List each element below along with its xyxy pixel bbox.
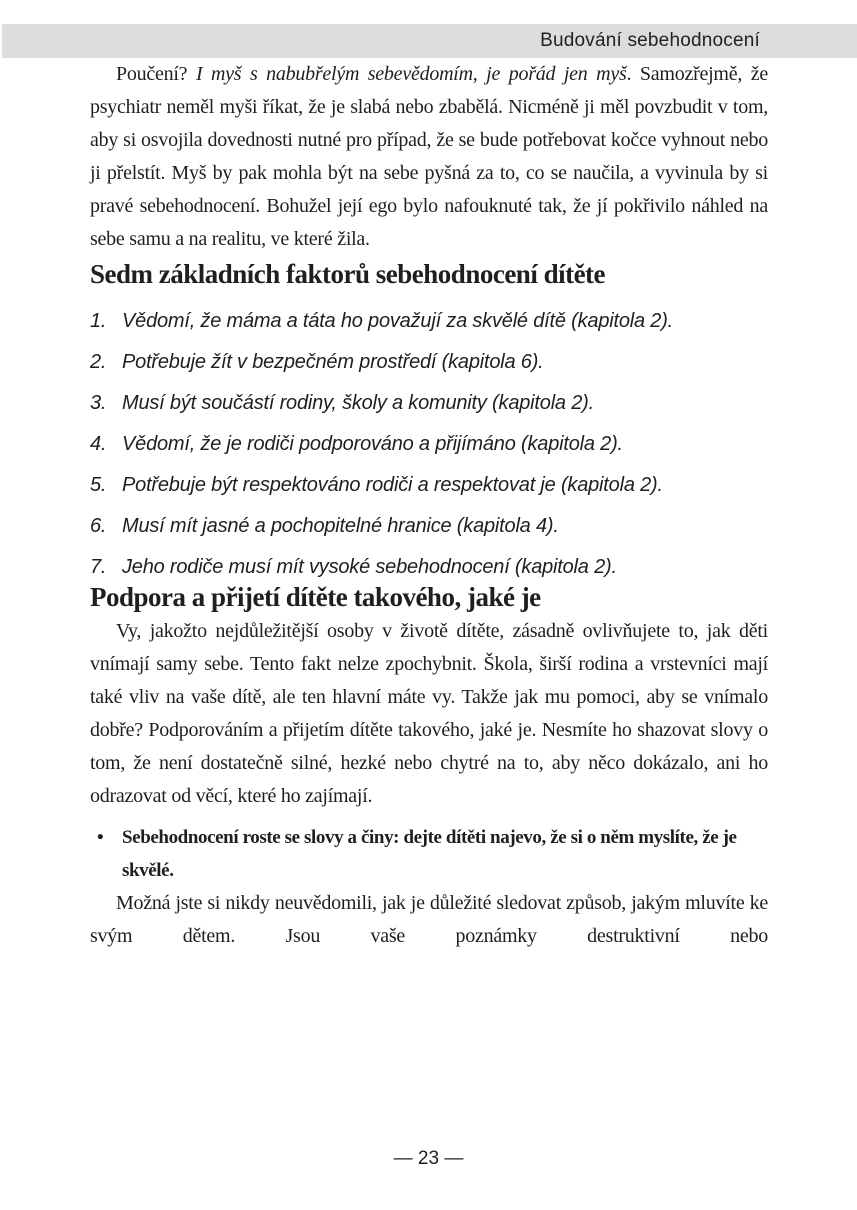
list-item-text: Musí být součástí rodiny, školy a komunity (kapitola 2). [122, 392, 594, 414]
list-item [90, 473, 768, 497]
list-item [90, 309, 768, 333]
support-paragraph: Vy, jakožto nejdůležitější osoby v životě dítěte, zásadně ovlivňujete to, jak děti vnímají samy sebe. Tento fakt nelze zpochybnit. Škola, širší rodina a vrstevníci mají také vliv na vaše dítě, ale ten hlavní máte vy. Takže jak mu pomoci, aby se vnímalo dobře? Podporováním a přijetím dítěte takového, jaké je. Nesmíte ho shazovat slovy o tom, že není dostatečně silné, hezké nebo chytré na to, aby něco dokázalo, ani ho odrazovat od věcí, které ho zajímají. [90, 620, 768, 807]
list-item-number: 4. [90, 433, 107, 455]
list-item-text: Potřebuje být respektováno rodiči a respektovat je (kapitola 2). [122, 474, 663, 496]
list-item [90, 432, 768, 456]
running-header-bar [2, 24, 857, 58]
list-item [90, 514, 768, 538]
list-item [90, 391, 768, 415]
final-paragraph: Možná jste si nikdy neuvědomili, jak je důležité sledovat způsob, jakým mluvíte ke svým dětem. Jsou vaše poznámky destruktivní nebo [90, 892, 768, 947]
intro-paragraph [90, 58, 768, 256]
list-item-number: 6. [90, 515, 107, 537]
intro-rest: . Samozřejmě, že psychiatr neměl myši říkat, že je slabá nebo zbabělá. Nicméně ji měl povzbudit v tom, aby si osvojila dovednosti nutné pro případ, že se bude potřebovat kočce vyhnout nebo ji přelstít. Myš by pak mohla být na sebe pyšná za to, co se naučila, a vyvinula by si pravé sebehodnocení. Bohužel její ego bylo nafouknuté tak, že jí pokřivilo náhled na sebe samu a na realitu, ve které žila. [90, 63, 768, 250]
intro-lead: Poučení? [116, 63, 196, 85]
list-item-text: Potřebuje žít v bezpečném prostředí (kapitola 6). [122, 351, 544, 373]
list-item-number: 1. [90, 310, 107, 332]
list-item-text: Vědomí, že máma a táta ho považují za skvělé dítě (kapitola 2). [122, 310, 674, 332]
list-item-number: 5. [90, 474, 107, 496]
bullet-text: Sebehodnocení roste se slovy a činy: dejte dítěti najevo, že si o něm myslíte, že je skvělé. [122, 827, 737, 881]
list-item-number: 2. [90, 351, 107, 373]
list-item-text: Vědomí, že je rodiči podporováno a přijímáno (kapitola 2). [122, 433, 623, 455]
bullet-icon: • [97, 827, 104, 848]
page-number: — 23 — [393, 1148, 464, 1169]
list-item-number: 7. [90, 556, 107, 578]
list-item-text: Jeho rodiče musí mít vysoké sebehodnocení (kapitola 2). [122, 556, 617, 578]
factor-list [90, 309, 768, 579]
page-footer [0, 1148, 857, 1170]
section-heading-support: Podpora a přijetí dítěte takového, jaké je [90, 582, 541, 612]
list-item-text: Musí mít jasné a pochopitelné hranice (kapitola 4). [122, 515, 559, 537]
list-item [90, 555, 768, 579]
list-item-number: 3. [90, 392, 107, 414]
page-content [90, 58, 768, 953]
list-item [90, 350, 768, 374]
section-heading-factors: Sedm základních faktorů sebehodnocení dítěte [90, 259, 606, 289]
intro-emphasis: I myš s nabubřelým sebevědomím, je pořád jen myš [195, 63, 627, 85]
running-header-title: Budování sebehodnocení [540, 30, 760, 51]
bullet-item [90, 821, 768, 887]
